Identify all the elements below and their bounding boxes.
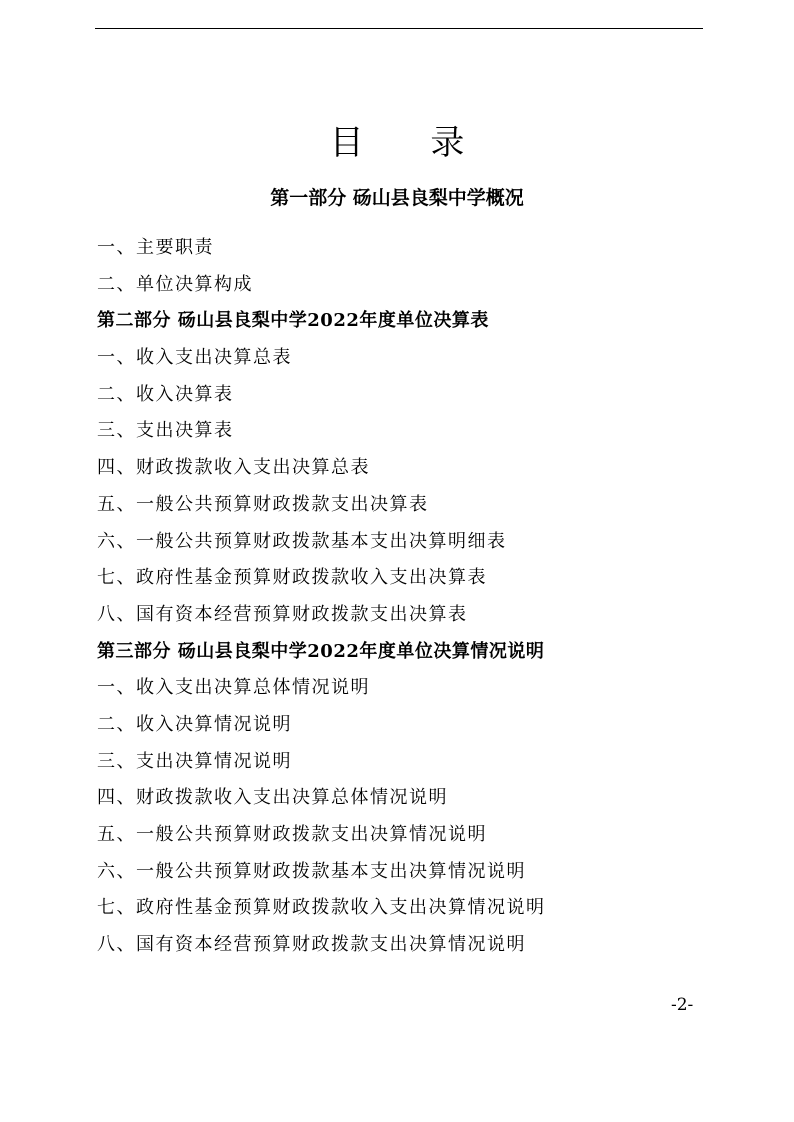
toc-item-government-fund-notes: 七、政府性基金预算财政拨款收入支出决算情况说明	[97, 897, 546, 919]
toc-item-expense-notes: 三、支出决算情况说明	[97, 750, 292, 772]
toc-item-state-capital-table: 八、国有资本经营预算财政拨款支出决算表	[97, 603, 468, 625]
table-of-contents	[97, 230, 717, 964]
toc-item-state-capital-notes: 八、国有资本经营预算财政拨款支出决算情况说明	[97, 934, 526, 956]
toc-item-income-expense-summary-table: 一、收入支出决算总表	[97, 347, 292, 369]
page-number: -2-	[671, 995, 694, 1015]
header-rule	[95, 28, 703, 29]
part3-heading: 第三部分 砀山县良梨中学2022年度单位决算情况说明	[97, 640, 545, 662]
toc-item-main-duties: 一、主要职责	[97, 237, 214, 258]
toc-item-fiscal-overall-notes: 四、财政拨款收入支出决算总体情况说明	[97, 787, 448, 809]
part1-heading: 第一部分 砀山县良梨中学概况	[270, 187, 524, 209]
part2-heading: 第二部分 砀山县良梨中学2022年度单位决算表	[97, 310, 489, 332]
toc-item-unit-composition: 二、单位决算构成	[97, 273, 253, 295]
toc-item-general-budget-basic-expense-notes: 六、一般公共预算财政拨款基本支出决算情况说明	[97, 860, 526, 882]
toc-item-expense-table: 三、支出决算表	[97, 420, 234, 442]
toc-item-general-budget-expense-notes: 五、一般公共预算财政拨款支出决算情况说明	[97, 824, 487, 845]
toc-item-income-notes: 二、收入决算情况说明	[97, 713, 292, 735]
toc-item-income-expense-overall-notes: 一、收入支出决算总体情况说明	[97, 677, 370, 699]
toc-item-general-budget-basic-expense-table: 六、一般公共预算财政拨款基本支出决算明细表	[97, 530, 507, 552]
toc-item-income-table: 二、收入决算表	[97, 383, 234, 405]
toc-item-fiscal-summary-table: 四、财政拨款收入支出决算总表	[97, 457, 370, 479]
toc-item-general-budget-expense-table: 五、一般公共预算财政拨款支出决算表	[97, 493, 429, 515]
toc-item-government-fund-table: 七、政府性基金预算财政拨款收入支出决算表	[97, 567, 487, 589]
page-title: 目 录	[329, 123, 493, 163]
